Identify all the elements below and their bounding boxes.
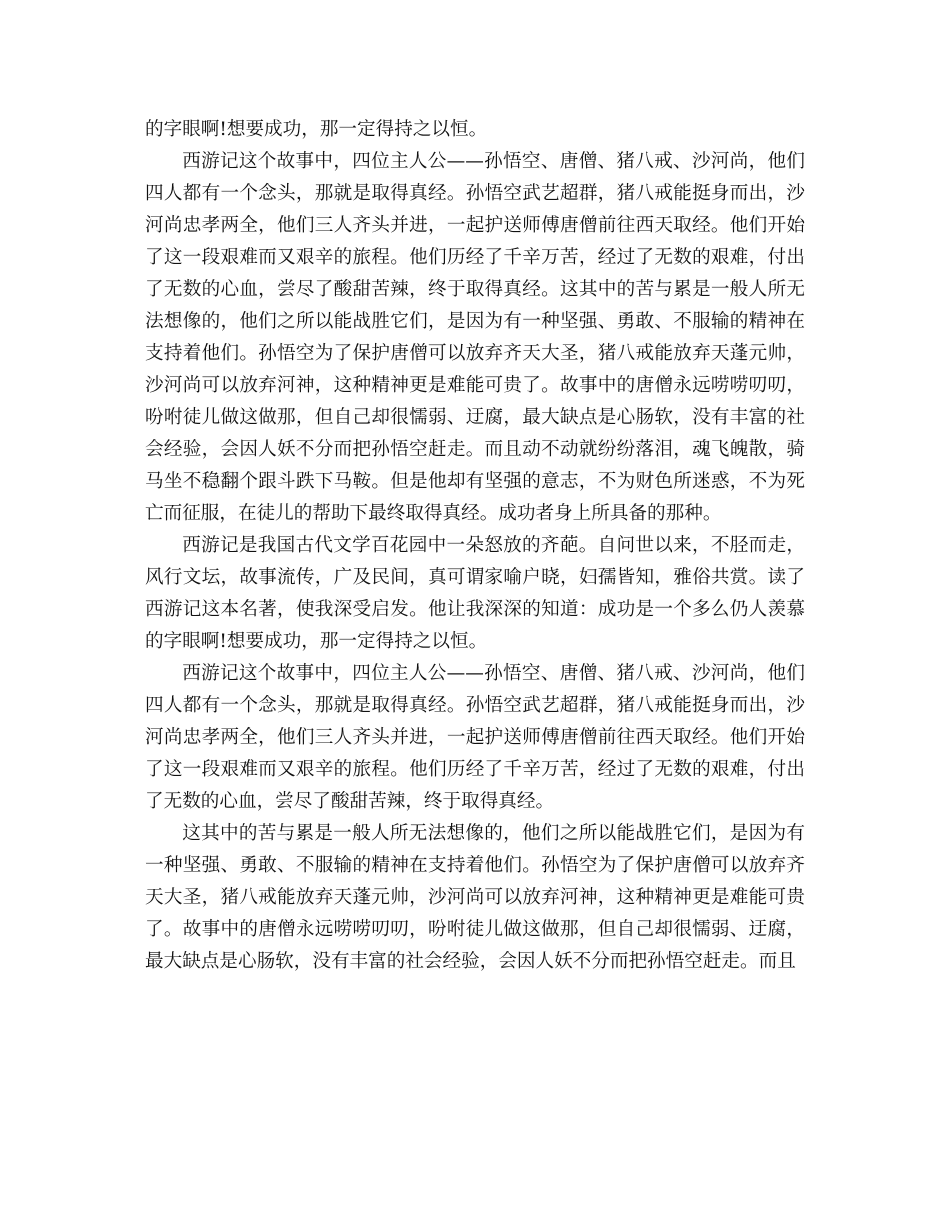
paragraph-5: 这其中的苦与累是一般人所无法想像的，他们之所以能战胜它们，是因为有一种坚强、勇敢、不服输的精神在支持着他们。孙悟空为了保护唐僧可以放弃齐天大圣，猪八戒能放弃天蓬元帅，沙河尚可以放弃河神，这种精神更是难能可贵了。故事中的唐僧永远唠唠叨叨，吩咐徒儿做这做那，但自己却很懦弱、迂腐，最大缺点是心肠软，没有丰富的社会经验，会因人妖不分而把孙悟空赶走。而且 [145,823,805,972]
paragraph-4: 西游记这个故事中，四位主人公——孙悟空、唐僧、猪八戒、沙河尚，他们四人都有一个念头，那就是取得真经。孙悟空武艺超群，猪八戒能挺身而出，沙河尚忠孝两全，他们三人齐头并进，一起护送师傅唐僧前往西天取经。他们开始了这一段艰难而又艰辛的旅程。他们历经了千辛万苦，经过了无数的艰难，付出了无数的心血，尝尽了酸甜苦辣，终于取得真经。 [145,663,805,812]
document-body [145,114,805,978]
paragraph-3: 西游记是我国古代文学百花园中一朵怒放的齐葩。自问世以来，不胫而走，风行文坛，故事流传，广及民间，真可谓家喻户晓，妇孺皆知，雅俗共赏。读了西游记这本名著，使我深受启发。他让我深深的知道：成功是一个多么仍人羡慕的字眼啊!想要成功，那一定得持之以恒。 [145,535,805,652]
paragraph-2: 西游记这个故事中，四位主人公——孙悟空、唐僧、猪八戒、沙河尚，他们四人都有一个念头，那就是取得真经。孙悟空武艺超群，猪八戒能挺身而出，沙河尚忠孝两全，他们三人齐头并进，一起护送师傅唐僧前往西天取经。他们开始了这一段艰难而又艰辛的旅程。他们历经了千辛万苦，经过了无数的艰难，付出了无数的心血，尝尽了酸甜苦辣，终于取得真经。这其中的苦与累是一般人所无法想像的，他们之所以能战胜它们，是因为有一种坚强、勇敢、不服输的精神在支持着他们。孙悟空为了保护唐僧可以放弃齐天大圣，猪八戒能放弃天蓬元帅，沙河尚可以放弃河神，这种精神更是难能可贵了。故事中的唐僧永远唠唠叨叨，吩咐徒儿做这做那，但自己却很懦弱、迂腐，最大缺点是心肠软，没有丰富的社会经验，会因人妖不分而把孙悟空赶走。而且动不动就纷纷落泪，魂飞魄散，骑马坐不稳翻个跟斗跌下马鞍。但是他却有坚强的意志，不为财色所迷惑，不为死亡而征服，在徒儿的帮助下最终取得真经。成功者身上所具备的那种。 [145,151,805,524]
paragraph-1: 的字眼啊!想要成功，那一定得持之以恒。 [145,119,488,140]
